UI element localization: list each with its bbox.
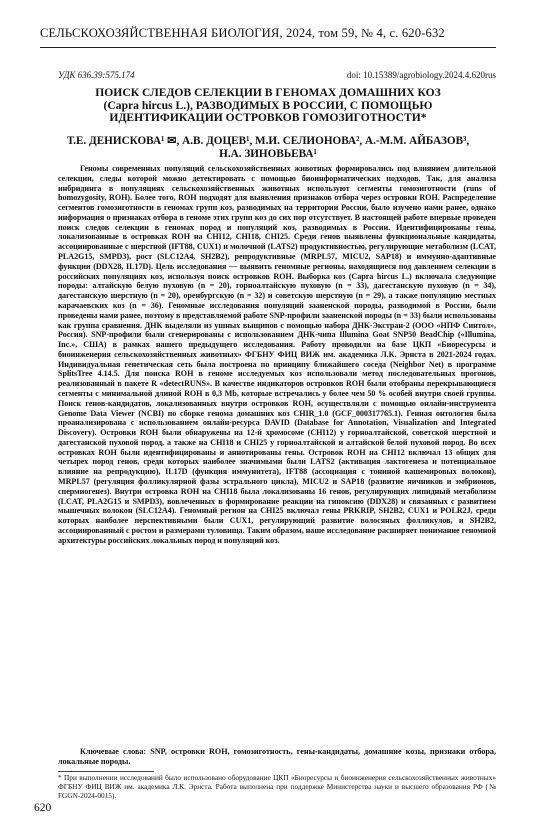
udk-code: УДК 636.39:575.174	[58, 70, 135, 80]
title-line-2: (Capra hircus L.), РАЗВОДИМЫХ В РОССИИ, С ПОМОЩЬЮ	[103, 98, 433, 112]
authors-line-2: Н.А. ЗИНОВЬЕВА¹	[219, 148, 317, 160]
page-number: 620	[34, 802, 52, 814]
authors-line-1: Т.Е. ДЕНИСКОВА¹ ✉, А.В. ДОЦЕВ¹, М.И. СЕЛИОНОВА², А.-М.М. АЙБАЗОВ³,	[66, 135, 470, 147]
article-title	[40, 87, 496, 125]
keywords: Ключевые слова: SNP, островки ROH, гомозиготность, гены-кандидаты, домашние козы, признаки отбора, локальные породы.	[58, 747, 496, 766]
author-list	[40, 135, 496, 161]
running-header: СЕЛЬСКОХОЗЯЙСТВЕННАЯ БИОЛОГИЯ, 2024, том 59, № 4, с. 620-632	[40, 26, 445, 40]
footnote-rule	[58, 771, 154, 772]
title-line-1: ПОИСК СЛЕДОВ СЕЛЕКЦИИ В ГЕНОМАХ ДОМАШНИХ КОЗ	[95, 86, 441, 99]
footnote: * При выполнении исследований было использовано оборудование ЦКП «Биоресурсы и биоинженерия сельскохозяйственных животных» ФГБНУ ФИЦ ВИЖ им. академика Л.К. Эрнста. Работа выполнена при поддержке Министерства науки и высшего образования РФ (№ FGGN-2024-0015).	[58, 773, 496, 800]
meta-row	[58, 70, 496, 80]
header-rule	[40, 47, 496, 48]
title-line-3: ИДЕНТИФИКАЦИИ ОСТРОВКОВ ГОМОЗИГОТНОСТИ*	[109, 111, 427, 125]
doi[interactable]: doi: 10.15389/agrobiology.2024.4.620rus	[346, 70, 496, 80]
abstract: Геномы современных популяций сельскохозяйственных животных формировались под влиянием длительной селекции, следы которой можно детектировать с помощью биоинформатических подходов. Так, для анализа инбридинга в популяциях сельскохозяйственных животных используют сегменты гомозиготности (runs of homozygosity, ROH). Более того, ROH подходят для выявления признаков отбора через островки ROH. Распределение сегментов гомозиготности в геномах групп коз, разводимых на территории России, было изучено нами ранее, однако информация о признаках отбора в геноме этих групп коз до сих пор отсутствует. В настоящей работе впервые проведен поиск следов селекции в геномах пород и популяций коз, разводимых в России. Идентифицированы гены, локализованные в островках ROH на CHI12, CHI18, CHI25. Среди генов выявлены функциональные кандидаты, ассоциированные с шерстной (IFT88, CUX1) и молочной (LATS2) продуктивностью, регулирующие метаболизм (LCAT, PLA2G15, SMPD3), рост (SLC12A4, SH2B2), репродуктивные (MRPL57, MICU2, SAP18) и иммунно-адаптивные функции (DDX28, IL17D). Цель исследования — выявить геномные регионы, находящиеся под давлением селекции в российских популяциях коз, используя поиск островков ROH. Выборка коз (Capra hircus L.) включала следующие породы: алтайскую белую пуховую (n = 20), горноалтайскую пуховую (n = 33), дагестанскую пуховую (n = 34), дагестанскую шерстную (n = 20), оренбургскую (n = 32) и советскую шерстную (n = 29), а также популяцию местных карачаевских коз (n = 36). Геномные исследования популяций зааненской породы, разводимой в России, были проведены нами ранее, поэтому в представляемой работе SNP-профили зааненской породы (n = 33) были использованы как группа сравнения. ДНК выделяли из ушных выщипов с помощью набора ДНК-Экстран-2 (ООО «НПФ Синтол», Россия). SNP-профили были сгенерированы с использованием ДНК-чипа Illumina Goat SNP50 BeadChip («Illumina, Inc.», США) в рамках нашего предыдущего исследования. Работу проводили на базе ЦКП «Биоресурсы и биоинженерия сельскохозяйственных животных» ФГБНУ ФИЦ ВИЖ им. академика Л.К. Эрнста в 2021-2024 годах. Индивидуальная генетическая сеть была построена по принципу ближайшего соседа (Neighbor Net) в программе SplitsTree 4.14.5. Для поиска ROH в геноме исследуемых коз использовали метод последовательных прогонов, реализованный в пакете R «detectRUNS». В качестве индикаторов островков ROH были отобраны перекрывающиеся сегменты с минимальной длиной ROH в 0,3 Mb, которые встречались у более чем 50 % особей внутри своей группы. Поиск генов-кандидатов, локализованных внутри островков ROH, осуществляли с помощью онлайн-инструмента Genome Data Viewer (NCBI) по сборке генома домашних коз CHIR_1.0 (GCF_000317765.1). Генная онтология была проанализирована с использованием онлайн-ресурса DAVID (Database for Annotation, Visualization and Integrated Discovery). Островки ROH были обнаружены на 12-й хромосоме (CHI12) у горноалтайской, советской шерстной и дагестанской пуховой пород, а также на CHI18 и CHI25 у горноалтайской и алтайской белой пуховой пород. Во всех островках ROH были идентифицированы и аннотированы гены. Островок ROH на CHI12 включал 13 общих для четырех пород генов, среди которых наиболее значимыми были LATS2 (активация лактогенеза и потенциальное влияние на репродукцию), IL17D (функция иммунитета), IFT88 (ассоциация с тониной кашемировых волокон), MRPL57 (регуляция фолликулярной фазы эстрального цикла), MICU2 и SAP18 (развитие яичников и эмбрионов, спермиогенез). Внутри островка ROH на CHI18 была локализованы 16 генов, регулирующих липидный метаболизм (LCAT, PLA2G15 и SMPD3), вовлеченных в формирование реакции на гипоксию (DDX28) и связанных с развитием мышечных волокон (SLC12A4). Геномный регион на CHI25 включал гены PRKRIP, SH2B2, CUX1 и POLR2J, среди которых наиболее перспективными были CUX1, регулирующий развитие волосяных фолликулов, и SH2B2, ассоциированный с ростом и размерами туловища. Таким образом, наше исследование расширяет понимание геномной архитектуры российских локальных пород и популяций коз.	[58, 164, 496, 545]
